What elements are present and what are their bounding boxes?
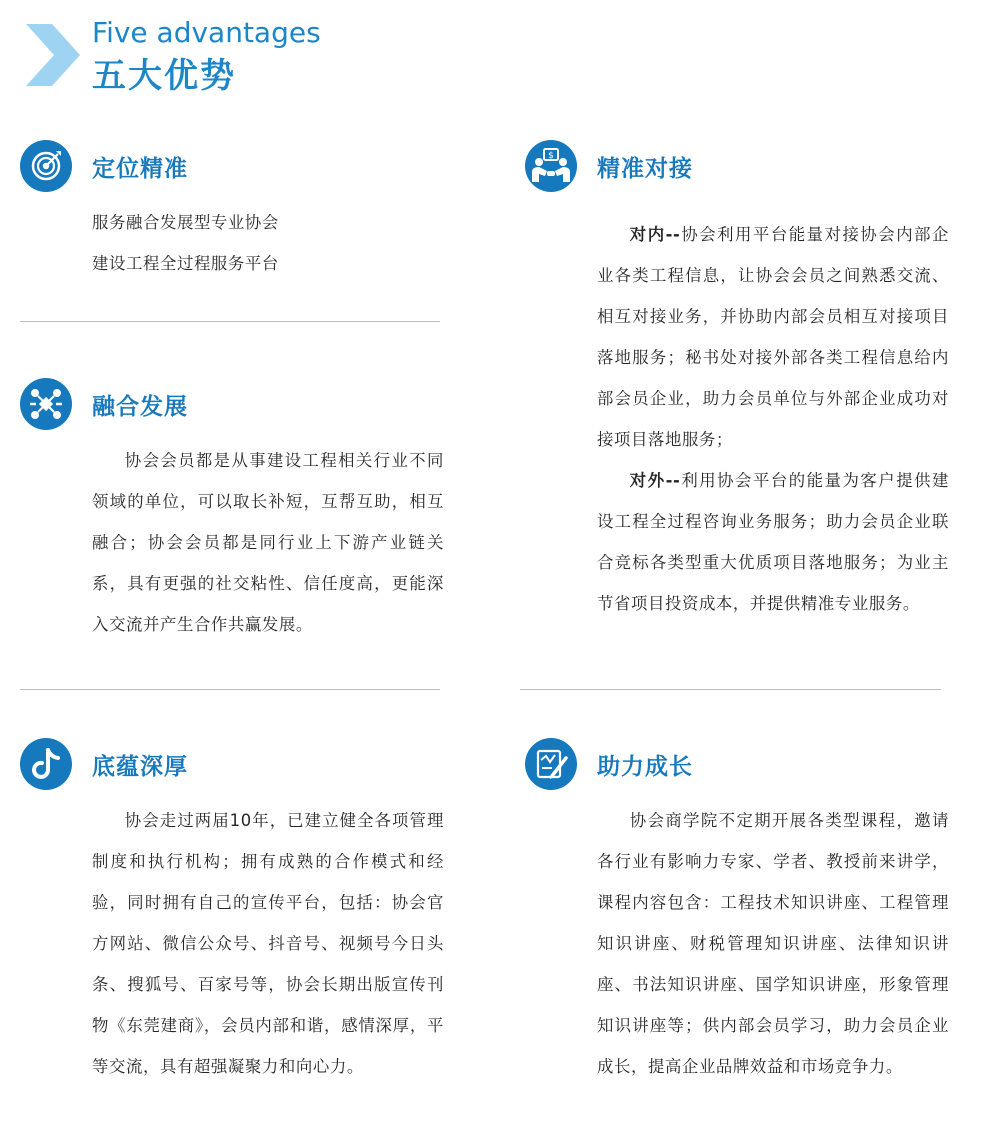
body-paragraph: 协会商学院不定期开展各类型课程，邀请各行业有影响力专家、学者、教授前来讲学，课程内容包含：工程技术知识讲座、工程管理知识讲座、财税管理知识讲座、法律知识讲座、书法知识讲座、国学知识讲座，形象管理知识讲座等；供内部会员学习，助力会员企业成长，提高企业品牌效益和市场竞争力。 xyxy=(597,811,949,1076)
section-title: 定位精准 xyxy=(92,156,188,182)
pen-chart-icon xyxy=(525,738,577,790)
body-line: 建设工程全过程服务平台 xyxy=(92,254,279,273)
section-title: 精准对接 xyxy=(597,156,693,182)
section-body xyxy=(92,202,444,284)
lead-label: 对外-- xyxy=(629,471,681,490)
page-title-chinese: 五大优势 xyxy=(92,56,236,96)
page-title-english: Five advantages xyxy=(92,16,321,49)
section-integrated-development xyxy=(20,378,444,658)
paragraph-text: 协会利用平台能量对接协会内部企业各类工程信息，让协会会员之间熟悉交流、相互对接业务，并协助内部会员相互对接项目落地服务；秘书处对接外部各类工程信息给内部会员企业，助力会员单位与外部企业成功对接项目落地服务； xyxy=(597,225,949,449)
section-precise-docking xyxy=(525,140,949,670)
divider xyxy=(20,689,440,690)
section-growth-support xyxy=(525,738,949,1128)
section-body xyxy=(92,440,444,645)
divider xyxy=(20,321,440,322)
body-paragraph xyxy=(597,214,949,460)
section-title: 底蕴深厚 xyxy=(92,754,188,780)
body-paragraph: 协会会员都是从事建设工程相关行业不同领域的单位，可以取长补短，互帮互助，相互融合；协会会员都是同行业上下游产业链关系，具有更强的社交粘性、信任度高，更能深入交流并产生合作共赢发展。 xyxy=(92,451,444,634)
body-paragraph: 协会走过两届10年，已建立健全各项管理制度和执行机构；拥有成熟的合作模式和经验，同时拥有自己的宣传平台，包括：协会官方网站、微信公众号、抖音号、视频号今日头条、搜狐号、百家号等，协会长期出版宣传刊物《东莞建商》，会员内部和谐，感情深厚，平等交流，具有超强凝聚力和向心力。 xyxy=(92,811,444,1076)
body-paragraph xyxy=(597,460,949,624)
handshake-money-icon xyxy=(525,140,577,192)
section-deep-heritage xyxy=(20,738,444,1128)
section-body xyxy=(597,214,949,624)
section-precise-positioning xyxy=(20,140,440,280)
target-icon xyxy=(20,140,72,192)
paragraph-text: 利用协会平台的能量为客户提供建设工程全过程咨询业务服务；助力会员企业联合竞标各类型重大优质项目落地服务；为业主节省项目投资成本，并提供精准专业服务。 xyxy=(597,471,949,613)
lead-label: 对内-- xyxy=(629,225,681,244)
page-header xyxy=(20,14,420,94)
body-line: 服务融合发展型专业协会 xyxy=(92,213,279,232)
chevron-right-icon xyxy=(20,24,82,86)
svg-text:$: $ xyxy=(548,151,554,161)
section-title: 助力成长 xyxy=(597,754,693,780)
section-body xyxy=(92,800,444,1087)
section-title: 融合发展 xyxy=(92,394,188,420)
network-icon xyxy=(20,378,72,430)
music-note-icon xyxy=(20,738,72,790)
divider xyxy=(520,689,941,690)
section-body xyxy=(597,800,949,1087)
